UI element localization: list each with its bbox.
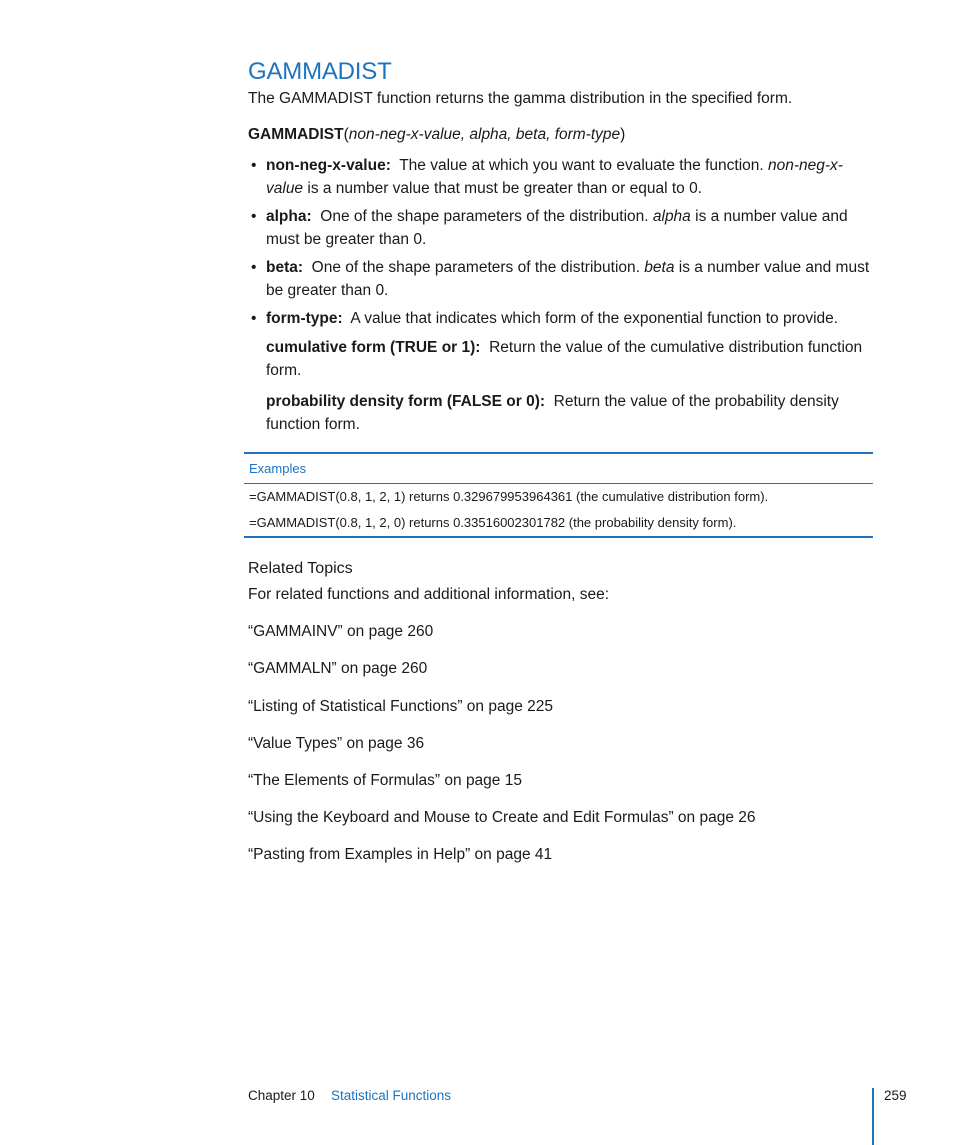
related-link-gammaln[interactable]: “GAMMALN” on page 260 <box>248 660 428 677</box>
related-link-value-types[interactable]: “Value Types” on page 36 <box>248 735 425 752</box>
argument-item <box>248 307 873 330</box>
function-syntax <box>248 123 878 146</box>
argument-text: The value at which you want to evaluate the function. <box>399 157 769 174</box>
argument-name: non-neg-x-value: <box>266 157 391 174</box>
argument-name: beta: <box>266 259 304 276</box>
argument-italic: beta <box>644 259 675 276</box>
related-link-keyboard-mouse[interactable]: “Using the Keyboard and Mouse to Create and Edit Formulas” on page 26 <box>248 809 756 826</box>
argument-name: form-type: <box>266 310 343 327</box>
form-description <box>266 336 866 382</box>
related-topics-heading: Related Topics <box>248 560 353 577</box>
argument-rest: is a number value and must be greater than 0. <box>266 259 870 299</box>
form-name: cumulative form (TRUE or 1): <box>266 339 481 356</box>
argument-text: One of the shape parameters of the distribution. <box>320 208 653 225</box>
footer-divider <box>872 1088 874 1145</box>
form-description <box>266 390 866 436</box>
intro-text: The GAMMADIST function returns the gamma distribution in the specified form. <box>248 90 793 107</box>
argument-rest: is a number value that must be greater than or equal to 0. <box>303 180 702 197</box>
related-link-pasting-examples[interactable]: “Pasting from Examples in Help” on page 41 <box>248 846 553 863</box>
footer-section-link[interactable]: Statistical Functions <box>331 1088 452 1103</box>
examples-heading: Examples <box>244 454 873 484</box>
argument-text: One of the shape parameters of the distribution. <box>311 259 645 276</box>
examples-table <box>244 452 873 538</box>
argument-item <box>248 256 873 302</box>
form-text: Return the value of the cumulative distribution function form. <box>266 339 863 379</box>
bullet-icon: • <box>251 157 257 174</box>
argument-italic: non-neg-x-value <box>266 157 843 197</box>
page-title: GAMMADIST <box>248 58 392 85</box>
bullet-icon: • <box>251 310 257 327</box>
example-row: =GAMMADIST(0.8, 1, 2, 0) returns 0.33516002301782 (the probability density form). <box>249 515 737 530</box>
related-link-gammainv[interactable]: “GAMMAINV” on page 260 <box>248 623 434 640</box>
argument-name: alpha: <box>266 208 312 225</box>
syntax-params: non-neg-x-value, alpha, beta, form-type <box>348 126 621 143</box>
syntax-open-paren: ( <box>343 126 349 143</box>
form-name: probability density form (FALSE or 0): <box>266 393 546 410</box>
related-link-elements-of-formulas[interactable]: “The Elements of Formulas” on page 15 <box>248 772 522 789</box>
syntax-close-paren: ) <box>620 126 626 143</box>
related-link-statistical-functions[interactable]: “Listing of Statistical Functions” on page 225 <box>248 698 554 715</box>
bullet-icon: • <box>251 208 257 225</box>
argument-rest: is a number value and must be greater than 0. <box>266 208 848 248</box>
argument-text: A value that indicates which form of the exponential function to provide. <box>350 310 839 327</box>
bullet-icon: • <box>251 259 257 276</box>
argument-item <box>248 154 873 200</box>
related-topics-intro: For related functions and additional information, see: <box>248 586 610 603</box>
footer-chapter: Chapter 10 <box>248 1088 315 1103</box>
example-row: =GAMMADIST(0.8, 1, 2, 1) returns 0.329679953964361 (the cumulative distribution form). <box>249 489 769 504</box>
argument-list <box>248 154 873 335</box>
argument-item <box>248 205 873 251</box>
form-text: Return the value of the probability density function form. <box>266 393 839 433</box>
syntax-function-name: GAMMADIST <box>248 126 344 143</box>
argument-italic: alpha <box>652 208 691 225</box>
footer-page-number: 259 <box>884 1088 907 1103</box>
